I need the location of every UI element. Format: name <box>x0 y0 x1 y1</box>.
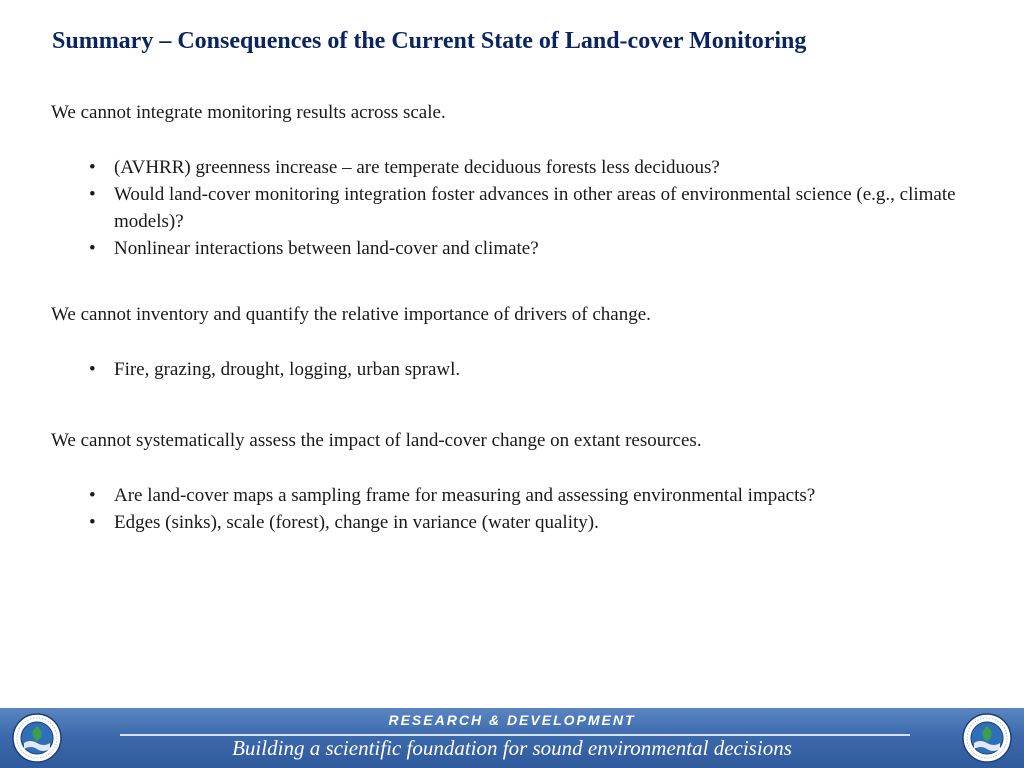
bullet-item <box>89 154 991 181</box>
bullet-item <box>89 482 991 509</box>
section-drivers-of-change <box>51 302 991 383</box>
section-heading: We cannot inventory and quantify the relative importance of drivers of change. <box>51 304 651 325</box>
slide-title: Summary – Consequences of the Current State of Land-cover Monitoring <box>52 28 807 54</box>
section-heading: We cannot systematically assess the impact of land-cover change on extant resources. <box>51 430 702 451</box>
bullet-item <box>89 509 991 536</box>
bullet-marker: • <box>89 238 96 259</box>
bullet-text: Are land-cover maps a sampling frame for measuring and assessing environmental impacts? <box>114 485 816 506</box>
section-integrate-scale <box>51 100 991 262</box>
bullet-text: (AVHRR) greenness increase – are temperate deciduous forests less deciduous? <box>114 157 720 178</box>
epa-seal-icon <box>962 713 1012 763</box>
footer-banner <box>0 708 1024 768</box>
section-heading: We cannot integrate monitoring results across scale. <box>51 102 446 123</box>
footer-tagline: Building a scientific foundation for sound environmental decisions <box>232 736 792 760</box>
bullet-marker: • <box>89 157 96 178</box>
bullet-marker: • <box>89 184 96 205</box>
bullet-text: Edges (sinks), scale (forest), change in variance (water quality). <box>114 512 599 533</box>
bullet-item <box>89 235 991 262</box>
bullet-item <box>89 356 991 383</box>
epa-seal-icon <box>12 713 62 763</box>
bullet-text: Would land-cover monitoring integration foster advances in other areas of environmental science (e.g., climate models)? <box>114 184 956 232</box>
bullet-text: Fire, grazing, drought, logging, urban sprawl. <box>114 359 461 380</box>
bullet-marker: • <box>89 359 96 380</box>
section-impact-assessment <box>51 428 991 536</box>
bullet-text: Nonlinear interactions between land-cover and climate? <box>114 238 539 259</box>
bullet-item <box>89 181 991 235</box>
bullet-list <box>51 482 991 536</box>
footer-research-development: RESEARCH & DEVELOPMENT <box>388 712 636 728</box>
bullet-marker: • <box>89 485 96 506</box>
bullet-list <box>51 356 991 383</box>
bullet-list <box>51 154 991 262</box>
bullet-marker: • <box>89 512 96 533</box>
